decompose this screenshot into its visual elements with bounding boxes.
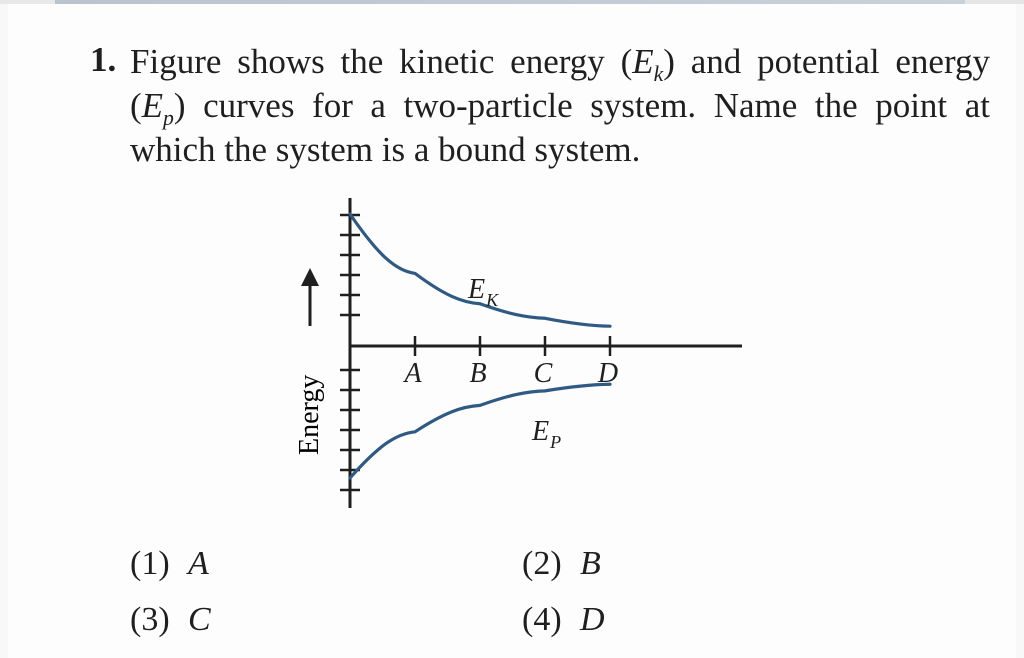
option-1[interactable] (130, 545, 209, 583)
answer-options (130, 545, 830, 645)
option-4[interactable] (522, 601, 605, 639)
x-axis-tick-label-c: C (533, 358, 553, 389)
question-text (130, 40, 990, 172)
option-1-number: (1) (130, 545, 170, 582)
option-2-number: (2) (522, 545, 562, 582)
x-axis-tick-label-d: D (597, 358, 619, 389)
y-axis-arrow-head (301, 268, 319, 286)
x-axis-tick-label-a: A (404, 358, 422, 389)
top-rule (0, 0, 1024, 4)
question-number: 1. (90, 40, 117, 79)
option-3-label: C (188, 601, 211, 638)
question-line-2-text-a: ( (130, 86, 142, 125)
potential-energy-curve (350, 384, 610, 478)
kinetic-energy-symbol: $E_k$ (632, 42, 664, 86)
kinetic-energy-label: $E_K$ (468, 274, 499, 310)
potential-energy-symbol: $E_p$ (141, 86, 174, 130)
question-line-1-text-a: Figure shows the kinetic energy ( (130, 42, 633, 81)
option-2-label: B (580, 545, 601, 582)
option-1-label: A (188, 545, 209, 582)
y-axis-label: Energy (294, 374, 325, 455)
option-4-number: (4) (522, 601, 562, 638)
option-4-label: D (580, 601, 605, 638)
question-line-2 (130, 84, 990, 128)
question-line-1-text-b: ) and potential energy (663, 42, 990, 81)
option-3-number: (3) (130, 601, 170, 638)
x-axis-tick-label-b: B (469, 358, 487, 389)
option-3[interactable] (130, 601, 211, 639)
question-line-1 (130, 40, 990, 84)
question-line-3: which the system is a bound system. (130, 130, 641, 169)
energy-chart (280, 190, 760, 520)
y-axis-label-group (294, 268, 325, 455)
potential-energy-label: $E_P$ (532, 416, 562, 452)
kinetic-energy-curve (350, 214, 610, 326)
energy-curves-figure (280, 190, 760, 520)
option-2[interactable] (522, 545, 601, 583)
question-line-2-text-b: ) curves for a two-particle system. Name the point at (173, 86, 990, 125)
